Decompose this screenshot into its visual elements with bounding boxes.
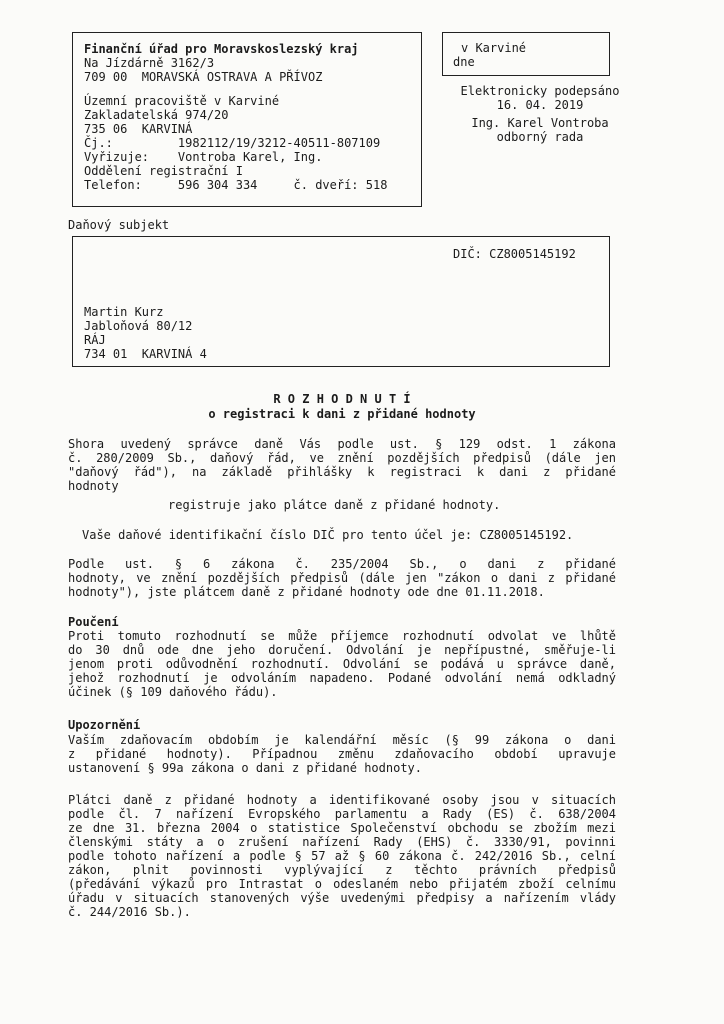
paragraph-line: "daňový řád"), na základě přihlášky k registraci k dani z přidané [68,465,616,479]
subject-town: RÁJ [84,333,106,347]
registration-statement: registruje jako plátce daně z přidané hodnoty. [168,498,501,512]
paragraph-line: ustanovení § 99a zákona o dani z přidané hodnoty. [68,761,423,775]
paragraph-line: podle čl. 7 nařízení Evropského parlamentu a Rady (ES) č. 638/2004 [68,807,616,821]
decision-title: R O Z H O D N U T Í [273,392,411,406]
paragraph-line: hodnoty [68,479,119,493]
subject-address [84,305,207,361]
paragraph-line: zákon, plnit povinnosti vyplývající z těchto právních předpisů [68,863,616,877]
electronic-signature [440,84,640,144]
office-street: Na Jízdárně 3162/3 [84,56,215,70]
phone-and-door: Telefon: 596 304 334 č. dveří: 518 [84,178,388,192]
subject-postcode: 734 01 KARVINÁ 4 [84,347,207,361]
handled-by: Vyřizuje: Vontroba Karel, Ing. [84,150,323,164]
paragraph-line: úřadu v situacích stanovených výše uvedenými předpisy a nařízením vlády [68,891,616,905]
paragraph-line: Shora uvedený správce daně Vás podle ust. § 129 odst. 1 zákona [68,437,616,451]
paragraph-line: Proti tomuto rozhodnutí se může příjemce rozhodnutí odvolat ve lhůtě [68,629,616,643]
paragraph-registration [68,437,616,493]
office-lines [84,42,387,192]
paragraph-vat-payer [68,557,616,599]
place-text: v Karviné [461,41,527,55]
workplace-city: 735 06 KARVINÁ [84,122,193,136]
office-blank [84,84,387,94]
signature-date: 16. 04. 2019 [496,98,584,112]
place-date-box [442,32,610,76]
subject-label: Daňový subjekt [68,218,170,232]
paragraph-line: Plátci daně z přidané hodnoty a identifikované osoby jsou v situacích [68,793,616,807]
paragraph-line: hodnoty, ve znění pozdějších předpisů (dále jen "zákon o dani z přidané [68,571,616,585]
dic-statement: Vaše daňové identifikační číslo DIČ pro tento účel je: CZ8005145192. [82,528,574,542]
paragraph-line: (předávání výkazů pro Intrastat o odeslaném nebo přijatém zboží celnímu [68,877,616,891]
workplace-street: Zakladatelská 974/20 [84,108,229,122]
paragraph-line: účinek (§ 109 daňového řádu). [68,685,278,699]
paragraph-line: z přidané hodnoty). Případnou změnu zdaňovacího období upravuje [68,747,616,761]
decision-subtitle: o registraci k dani z přidané hodnoty [208,407,476,421]
paragraph-line: do 30 dnů ode dne jeho doručení. Odvolání je nepřípustné, směřuje-li [68,643,616,657]
instruction-heading: Poučení [68,615,119,629]
signature-name: Ing. Karel Vontroba [471,116,609,130]
paragraph-line: členskými státy a o zrušení nařízení Rady (EHS) č. 3330/91, povinni [68,835,616,849]
date-label: dne [453,55,475,69]
paragraph-line: Podle ust. § 6 zákona č. 235/2004 Sb., o dani z přidané [68,557,616,571]
subject-dic: DIČ: CZ8005145192 [453,247,576,261]
paragraph-line: č. 244/2016 Sb.). [68,905,191,919]
paragraph-line: hodnoty"), jste plátcem daně z přidané hodnoty ode dne 01.11.2018. [68,585,545,599]
signature-title: odborný rada [496,130,584,144]
paragraph-line: podle tohoto nařízení a podle § 57 až § 60 zákona č. 242/2016 Sb., celní [68,849,616,863]
office-name: Finanční úřad pro Moravskoslezský kraj [84,42,359,56]
office-box [72,32,422,207]
instruction-paragraph [68,629,616,699]
intrastat-paragraph [68,793,616,919]
subject-street: Jabloňová 80/12 [84,319,193,333]
paragraph-line: jenom proti odůvodnění rozhodnutí. Odvolání se podává u správce daně, [68,657,616,671]
department: Oddělení registrační I [84,164,243,178]
subject-name: Martin Kurz [84,305,164,319]
subject-box [72,236,610,367]
workplace-name: Územní pracoviště v Karviné [84,94,280,108]
reference-number: Čj.: 1982112/19/3212-40511-807109 [84,136,381,150]
paragraph-line: ze dne 31. března 2004 o statistice Společenství obchodu se zbožím mezi [68,821,616,835]
paragraph-line: č. 280/2009 Sb., daňový řád, ve znění pozdějších předpisů (dále jen [68,451,616,465]
paragraph-line: Vaším zdaňovacím obdobím je kalendářní měsíc (§ 99 zákona o dani [68,733,616,747]
paragraph-line: jehož rozhodnutí je odvoláním napadeno. Podané odvolání nemá odkladný [68,671,616,685]
signature-label: Elektronicky podepsáno [460,84,620,98]
office-city: 709 00 MORAVSKÁ OSTRAVA A PŘÍVOZ [84,70,323,84]
notice-heading: Upozornění [68,718,141,732]
notice-paragraph [68,733,616,775]
